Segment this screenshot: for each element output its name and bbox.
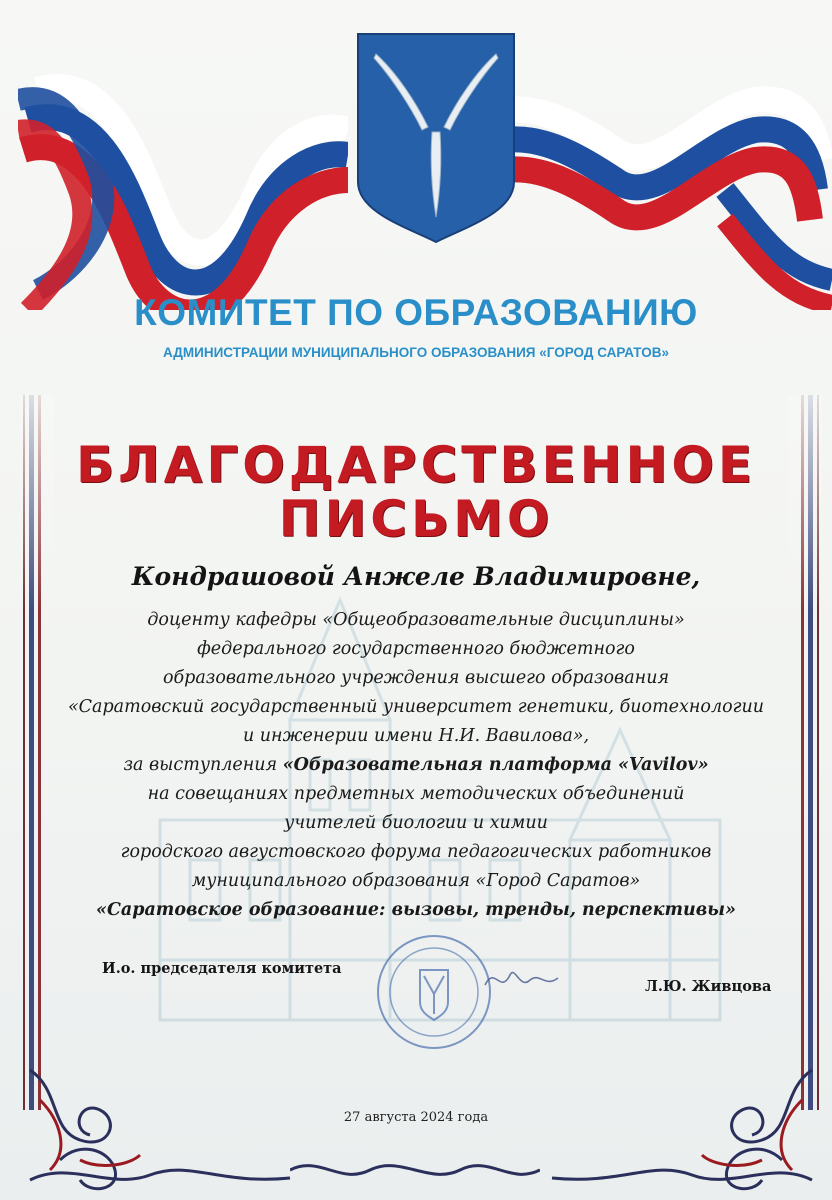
committee-title: КОМИТЕТ ПО ОБРАЗОВАНИЮ <box>134 292 698 333</box>
handwritten-signature-icon <box>480 960 560 1000</box>
body-line: федерального государственного бюджетного <box>197 639 635 659</box>
body-line: «Саратовский государственный университет генетики, биотехнологии <box>67 697 765 717</box>
issue-date: 27 августа 2024 года <box>343 1110 489 1125</box>
recipient-name: Кондрашовой Анжеле Владимировне, <box>131 562 701 591</box>
body-line: городского августовского форума педагогических работников <box>120 842 712 862</box>
official-seal-icon <box>374 932 494 1052</box>
document-title-line1: БЛАГОДАРСТВЕННОЕ <box>76 436 756 494</box>
body-line: учителей биологии и химии <box>284 813 548 833</box>
platform-name: «Образовательная платформа «Vavilov» <box>282 755 709 775</box>
document-title-line2: ПИСЬМО <box>278 490 554 548</box>
body-line <box>40 751 792 780</box>
body-line-prefix: за выступления <box>123 755 283 775</box>
signatory-role: И.о. председателя комитета <box>102 960 342 977</box>
committee-subtitle: АДМИНИСТРАЦИИ МУНИЦИПАЛЬНОГО ОБРАЗОВАНИЯ «ГОРОД САРАТОВ» <box>163 345 669 360</box>
body-line: образовательного учреждения высшего образования <box>162 668 670 688</box>
forum-theme: «Саратовское образование: вызовы, тренды, перспективы» <box>96 900 736 920</box>
saratov-coat-of-arms-icon <box>356 32 516 244</box>
right-corner-ornament-icon <box>532 1060 822 1200</box>
body-line: на совещаниях предметных методических объединений <box>147 784 685 804</box>
bottom-center-ornament-icon <box>290 1150 540 1190</box>
russian-flag-ribbon-icon <box>18 40 348 310</box>
body-line: и инженерии имени Н.И. Вавилова», <box>242 726 590 746</box>
left-corner-ornament-icon <box>20 1060 300 1200</box>
letter-body <box>40 606 792 925</box>
signatory-name: Л.Ю. Живцова <box>645 978 772 995</box>
body-line: доценту кафедры «Общеобразовательные дисциплины» <box>147 610 685 630</box>
russian-flag-ribbon-icon <box>505 40 832 310</box>
body-line: муниципального образования «Город Саратов» <box>191 871 641 891</box>
